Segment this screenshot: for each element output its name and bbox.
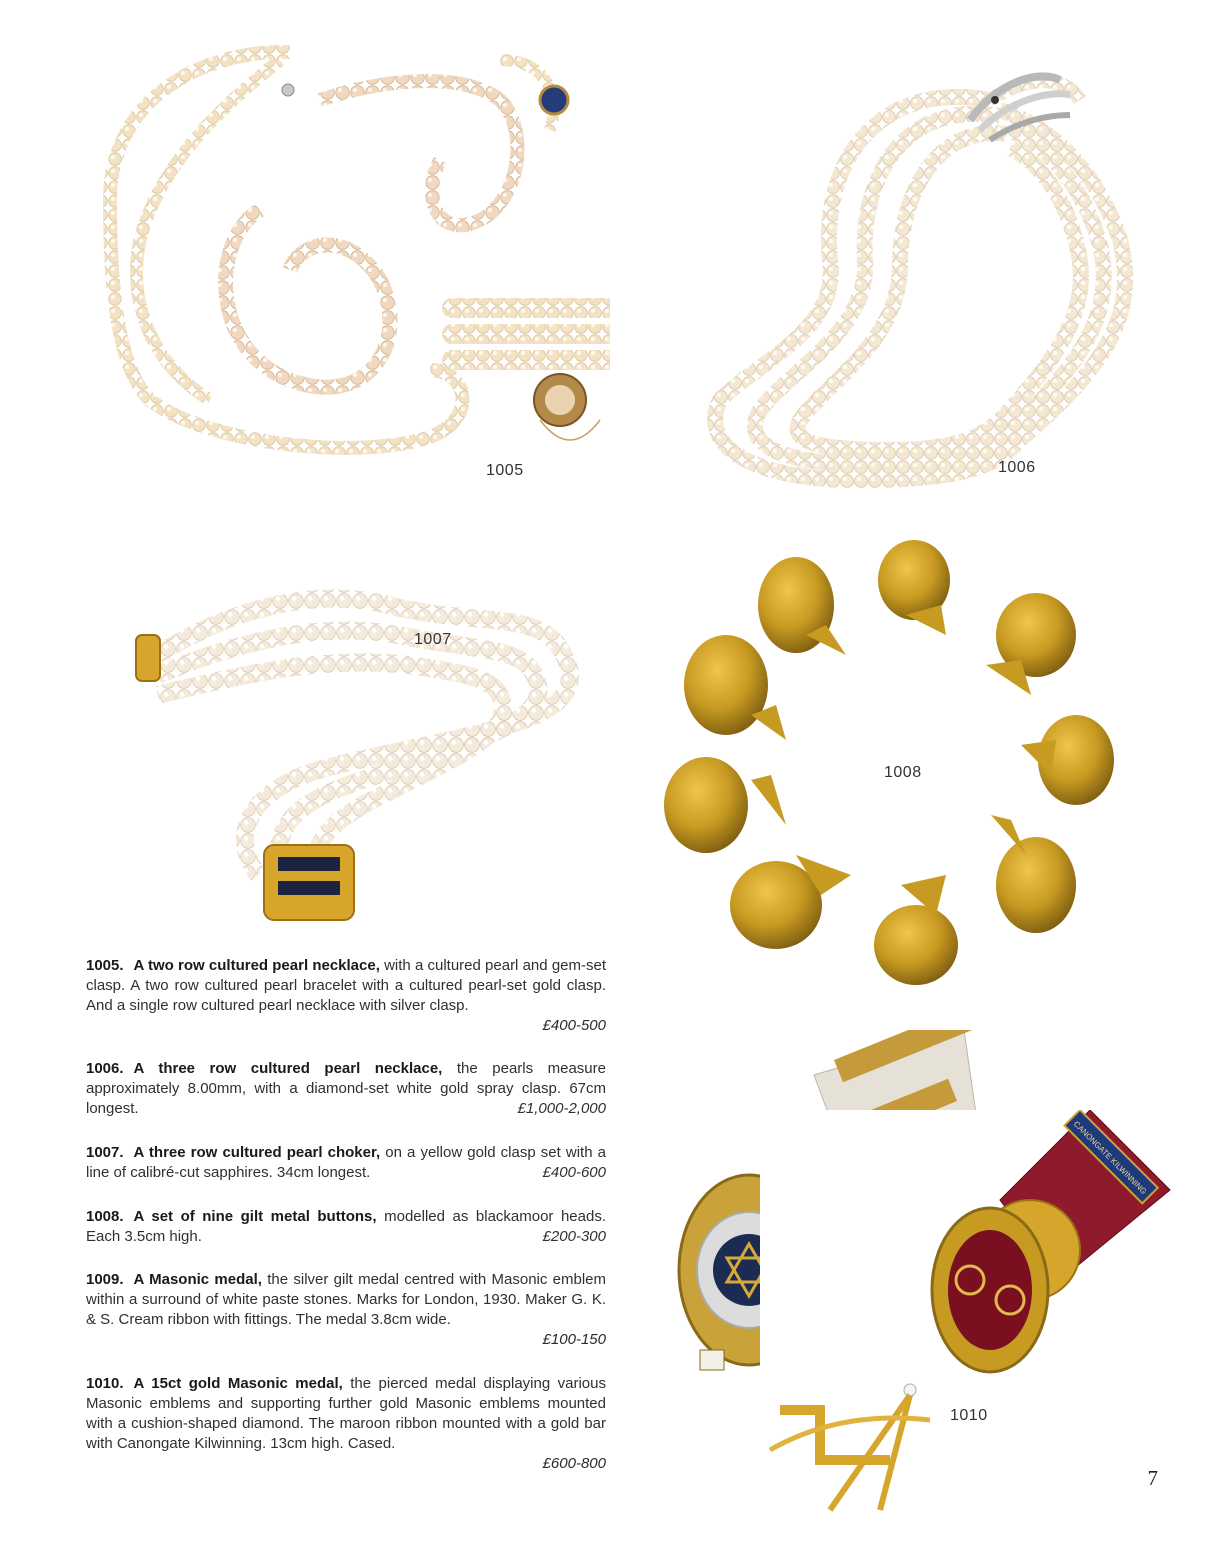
button-4 xyxy=(684,635,786,740)
lot-number: 1006. xyxy=(86,1060,124,1077)
lot-1010-entry xyxy=(86,1374,606,1474)
lot-1008-label: 1008 xyxy=(884,764,922,781)
button-3 xyxy=(986,593,1076,695)
lot-description: the silver gilt medal centred with Masonic emblem within a surround of white paste stones. Marks for London, 1930. Maker G. K. & S. Cream ribbon with fittings. The medal 3.8cm wide. xyxy=(86,1271,606,1328)
lot-description: on a yellow gold clasp set with a line of calibré-cut sapphires. 34cm longest. xyxy=(86,1144,606,1181)
button-8 xyxy=(730,855,851,949)
lot-title: A three row cultured pearl choker, xyxy=(133,1144,381,1161)
lot-1005-entry xyxy=(86,956,606,1036)
sapphire-gold-clasp xyxy=(264,845,354,920)
masonic-medal-gold-image xyxy=(760,1110,1180,1520)
button-6 xyxy=(664,757,786,853)
lot-number: 1010. xyxy=(86,1375,124,1392)
lot-estimate: £200-300 xyxy=(542,1228,606,1245)
pearl-necklace-image xyxy=(700,40,1170,510)
lot-1006-label: 1006 xyxy=(998,459,1036,476)
button-2 xyxy=(878,540,950,635)
lot-1007-photo xyxy=(128,545,608,935)
lot-title: A three row cultured pearl necklace, xyxy=(133,1060,443,1077)
lot-1006-entry xyxy=(86,1059,606,1119)
lot-number: 1008. xyxy=(86,1208,124,1225)
lot-description: modelled as blackamoor heads. Each 3.5cm high. xyxy=(86,1208,606,1245)
lot-estimate: £600-800 xyxy=(542,1455,606,1472)
button-9 xyxy=(874,875,958,985)
lot-estimate: £1,000-2,000 xyxy=(517,1100,606,1117)
lot-1005-photo xyxy=(80,40,610,500)
button-1 xyxy=(758,557,846,655)
lot-number: 1009. xyxy=(86,1271,124,1288)
lot-estimate: £400-500 xyxy=(542,1017,606,1034)
lot-description: with a cultured pearl and gem-set clasp. A two row cultured pearl bracelet with a cultured pearl-set gold clasp. And a single row cultured pearl necklace with silver clasp. xyxy=(86,957,606,1014)
lot-1005-label: 1005 xyxy=(486,462,524,479)
pearl-choker-image xyxy=(128,545,608,935)
lot-title: A 15ct gold Masonic medal, xyxy=(133,1375,343,1392)
lot-1008-entry xyxy=(86,1207,606,1247)
lot-estimate: £400-600 xyxy=(542,1164,606,1181)
lot-1010-photo xyxy=(760,1110,1180,1520)
pearl-necklaces-image xyxy=(80,40,610,500)
lot-number: 1007. xyxy=(86,1144,124,1161)
lot-description: the pearls measure approximately 8.00mm, with a diamond-set white gold spray clasp. 67cm longest. xyxy=(86,1060,606,1117)
lot-1007-entry xyxy=(86,1143,606,1183)
lot-1007-label: 1007 xyxy=(414,631,452,648)
lot-1010-label: 1010 xyxy=(950,1407,988,1424)
lot-1009-entry xyxy=(86,1270,606,1350)
lot-title: A Masonic medal, xyxy=(133,1271,262,1288)
button-5 xyxy=(1021,715,1114,805)
lot-estimate: £100-150 xyxy=(542,1331,606,1348)
lot-title: A two row cultured pearl necklace, xyxy=(133,957,380,974)
button-7 xyxy=(991,815,1076,933)
lot-title: A set of nine gilt metal buttons, xyxy=(133,1208,377,1225)
ribbon-bar-text: CANONGATE KILWINNING xyxy=(1071,1119,1149,1197)
lot-1006-photo xyxy=(700,40,1170,510)
page-number: 7 xyxy=(1147,1466,1158,1490)
compass-and-square xyxy=(770,1395,930,1510)
lot-description: the pierced medal displaying various Masonic emblems and supporting further gold Masonic emblems mounted with a cushion-shaped diamond. The maroon ribbon mounted with a gold bar with Canongate Kilwinning. 13cm high. Cased. xyxy=(86,1375,606,1452)
lot-number: 1005. xyxy=(86,957,124,974)
